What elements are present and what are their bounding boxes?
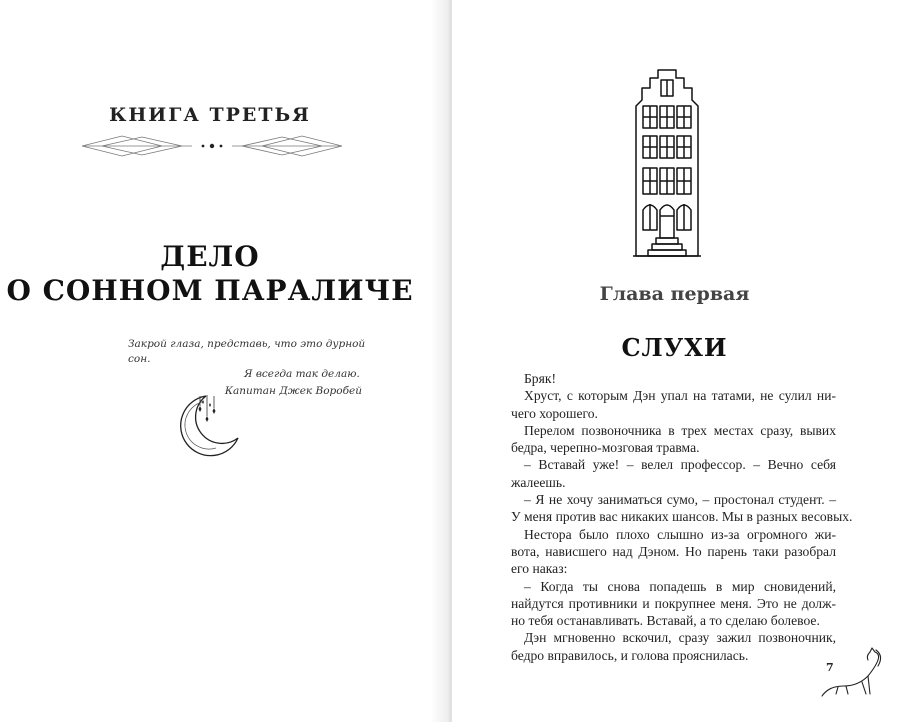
epigraph-attribution: Капитан Джек Воробей [224, 385, 362, 397]
crescent-moon-icon [176, 392, 246, 462]
text-line: найдутся противники и покрупнее меня. Это не долж- [511, 595, 836, 611]
text-line: – Когда ты снова попадешь в мир сновидений, [524, 578, 836, 594]
work-title-line-1: ДЕЛО [160, 240, 260, 273]
text-line: У меня против вас никаких шансов. Мы в разных весовых. [511, 509, 853, 525]
book-title: КНИГА ТРЕТЬЯ [109, 104, 311, 126]
house-icon [630, 66, 704, 262]
work-title-line-2: О СОННОМ ПАРАЛИЧЕ [6, 274, 414, 307]
work-title [0, 240, 420, 308]
epigraph-line-1: Закрой глаза, представь, что это дурной сон. [128, 338, 366, 365]
text-line: чего хорошего. [511, 405, 598, 421]
text-line: – Вставай уже! – велел профессор. – Вечно себя [524, 457, 836, 473]
text-line: вота, нависшего над Дэном. Но парень таки разобрал [511, 543, 836, 559]
text-line: Хруст, с которым Дэн упал на татами, не сулил ни- [524, 388, 836, 404]
text-line: Нестора было плохо слышно из-за огромного жи- [524, 526, 836, 542]
chapter-body-text [511, 370, 853, 664]
text-line: Дэн мгновенно вскочил, сразу зажил позвоночник, [524, 630, 836, 646]
ornament-divider [82, 134, 342, 158]
text-line: его наказ: [511, 561, 568, 577]
text-line: Бряк! [524, 371, 556, 386]
chapter-title: СЛУХИ [621, 333, 728, 362]
text-line: – Я не хочу заниматься сумо, – простонал студент. – [524, 492, 836, 508]
chapter-label: Глава первая [599, 283, 750, 305]
text-line: бедра, черепно-мозговая травма. [511, 440, 700, 456]
epigraph-line-2: Я всегда так делаю. [244, 368, 360, 380]
page-number: 7 [826, 661, 834, 674]
epigraph [128, 337, 368, 399]
text-line: Перелом позвоночника в трех местах сразу, вывих [524, 422, 836, 438]
text-line: бедро вправилось, и голова прояснилась. [511, 647, 749, 663]
text-line: жалеешь. [511, 474, 566, 490]
text-line: но тебя останавливать. Вставай, а то сделаю болевое. [511, 613, 820, 629]
